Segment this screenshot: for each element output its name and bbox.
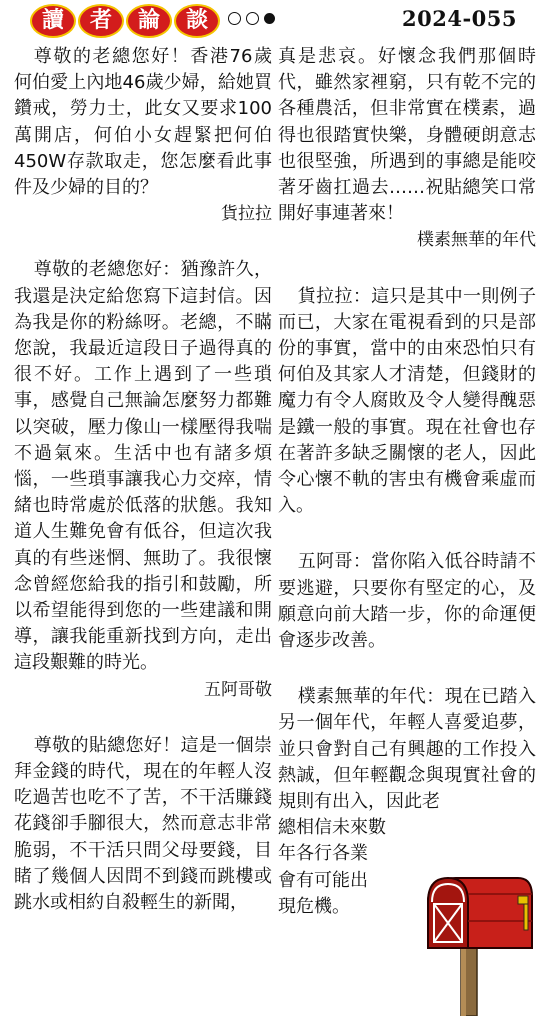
letter-1-signature: 貨拉拉 bbox=[221, 204, 272, 225]
title-badge-2: 者 bbox=[78, 4, 124, 38]
reply-3-line: 會有可能出 bbox=[278, 869, 368, 891]
column-header bbox=[0, 0, 545, 40]
decorative-dots bbox=[228, 12, 275, 25]
letter-3-body-start: 尊敬的貼總您好！這是一個崇拜金錢的時代，現在的年輕人沒吃過苦也吃不了苦，不干活賺錢花錢卻手腳很大，然而意志非常脆弱，不干活只問父母要錢，目睹了幾個人因問不到錢而跳樓或跳水或相約自殺輕生的新聞， bbox=[14, 734, 272, 914]
circle-outline-icon bbox=[228, 12, 241, 25]
right-column bbox=[278, 44, 536, 920]
reply-3-line: 年各行各業 bbox=[278, 843, 368, 865]
letter-2-signature: 五阿哥敬 bbox=[204, 679, 272, 700]
reply-3-line: 現危機。 bbox=[278, 895, 350, 917]
issue-number: 2024-055 bbox=[402, 6, 517, 31]
circle-filled-icon bbox=[264, 13, 275, 24]
title-badge-1: 讀 bbox=[30, 4, 76, 38]
letter-3-signature: 樸素無華的年代 bbox=[417, 230, 536, 251]
title-badge-3: 論 bbox=[126, 4, 172, 38]
title-badge-4: 談 bbox=[174, 4, 220, 38]
reply-2: 五阿哥：當你陷入低谷時請不要逃避，只要你有堅定的心，及願意向前大踏一步，你的命運便會逐步改善。 bbox=[278, 551, 536, 652]
letter-3-body-end: 真是悲哀。好懷念我們那個時代，雖然家裡窮，只有乾不完的各種農活，但非常實在樸素，過得也很踏實快樂，身體硬朗意志也很堅強，所遇到的事總是能咬著牙齒扛過去……祝貼總笑口常開好事連著來！ bbox=[278, 46, 536, 225]
reply-1: 貨拉拉：這只是其中一則例子而已，大家在電視看到的只是部份的事實，當中的由來恐怕只有何伯及其家人才清楚，但錢財的魔力有令人腐敗及令人變得醜惡是鐵一般的事實。現在社會也存在著許多缺乏關懷的老人，因此令心懷不軌的害虫有機會乘虛而入。 bbox=[278, 285, 536, 517]
letter-2-body: 尊敬的老總您好：猶豫許久，我還是決定給您寫下這封信。因為我是你的粉絲呀。老總，不瞞您說，我最近這段日子過得真的很不好。工作上遇到了一些瑣事，感覺自己無論怎麼努力都難以突破，壓力像山一樣壓得我喘不過氣來。生活中也有諸多煩惱，一些瑣事讓我心力交瘁，情緒也時常處於低落的狀態。我知道人生難免會有低谷，但這次我真的有些迷惘、無助了。我很懷念曾經您給我的指引和鼓勵，所以希望能得到您的一些建議和開導，讓我能重新找到方向，走出這段艱難的時光。 bbox=[14, 259, 272, 674]
reply-3: 樸素無華的年代：現在已踏入另一個年代，年輕人喜愛追夢，並只會對自己有興趣的工作投入熱誠，但年輕觀念與現實社會的規則有出入，因此老 bbox=[278, 686, 536, 813]
column-title bbox=[30, 4, 220, 38]
reply-3-line: 總相信未來數 bbox=[278, 817, 386, 839]
circle-outline-icon bbox=[246, 12, 259, 25]
letter-1-body: 尊敬的老總您好！香港76歲何伯愛上內地46歲少婦，給她買鑽戒，勞力士，此女又要求100萬開店，何伯小女趕緊把何伯450W存款取走，您怎麼看此事件及少婦的目的？ bbox=[14, 46, 272, 199]
left-column bbox=[14, 44, 272, 916]
mailbox-icon bbox=[406, 866, 536, 1016]
